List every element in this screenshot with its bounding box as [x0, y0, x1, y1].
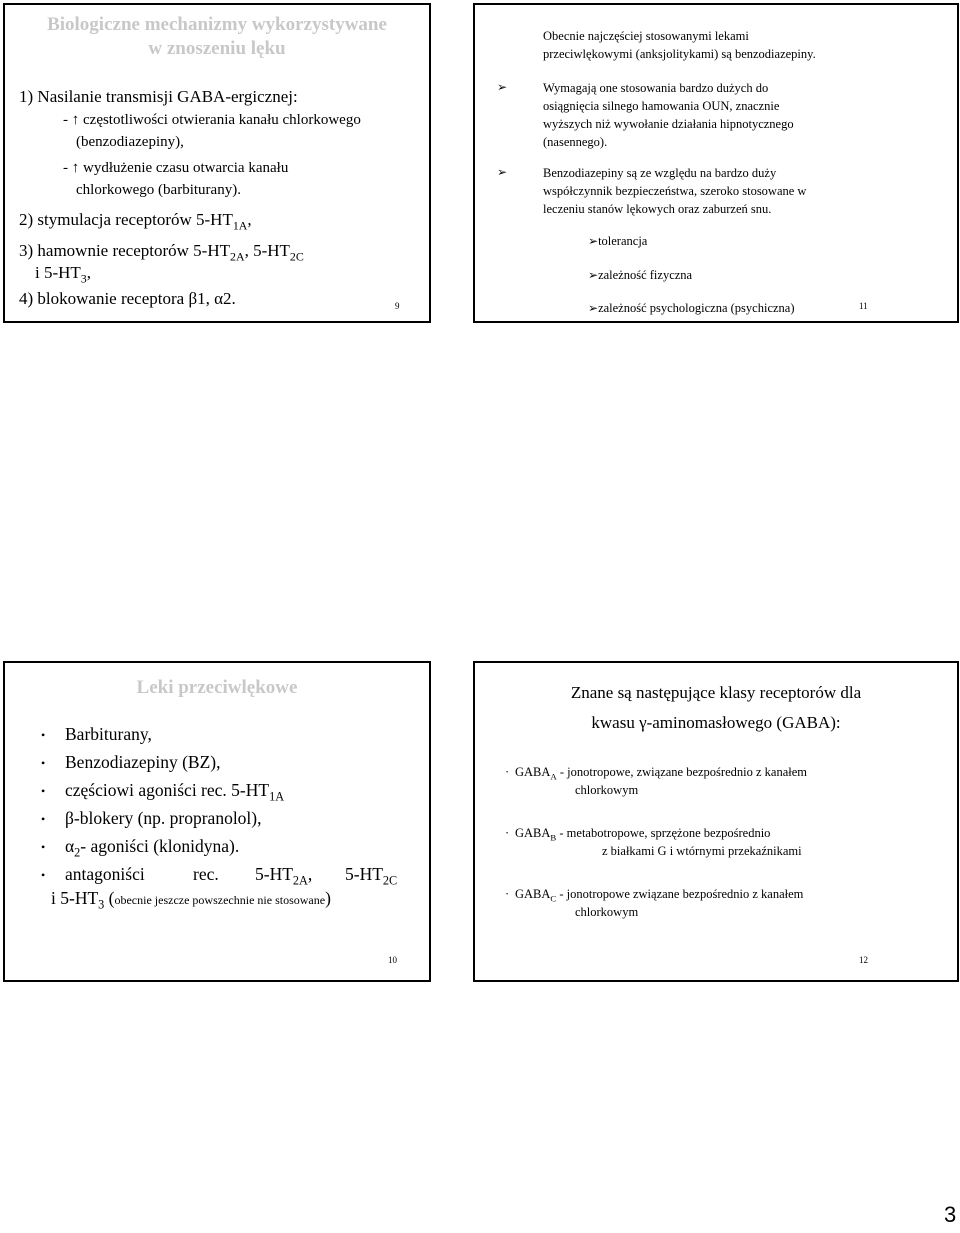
intro-line2: przeciwlękowymi (anksjolitykami) są benzodiazepiny. — [543, 47, 816, 61]
page-number: 11 — [859, 301, 868, 311]
bullet: · — [505, 887, 510, 901]
slide-9 — [3, 3, 431, 323]
item-antagonists-5ht2c: $5-HT_{2C}$ — [345, 864, 398, 888]
sub-item-1: - ↑ częstotliwości otwierania kanału chlorkowego — [63, 112, 361, 128]
sub-item-2: - ↑ wydłużenie czasu otwarcia kanału — [63, 160, 289, 176]
arrow-bullet-icon: ➢ — [588, 268, 599, 282]
item-benzodiazepines: Benzodiazepiny (BZ), — [65, 752, 221, 772]
arrow-bullet-icon: ➢ — [588, 301, 599, 315]
slide-title-line2: w znoszeniu lęku — [148, 38, 286, 59]
item-antagonists-rec: rec. — [193, 864, 219, 884]
item-antagonists-5ht3: i $5-HT_3$ (obecnie jeszcze powszechnie nie stosowane) — [51, 888, 331, 912]
sub-item-1-cont: (benzodiazepiny), — [76, 134, 184, 150]
item-beta-blockers: β-blokery (np. propranolol), — [65, 808, 262, 828]
item-4: 4) blokowanie receptora β1, α2. — [19, 289, 236, 308]
receptor-gaba-c: $GABA_C$ - jonotropowe związane bezpośrednio z kanałem — [515, 887, 804, 904]
bullet: • — [41, 868, 46, 882]
bullet: • — [41, 756, 46, 770]
bullet: · — [505, 765, 510, 779]
para1-line3: wyższych niż wywołanie działania hipnotycznego — [543, 117, 794, 131]
item-alpha2-agonists: $\alpha_2-$ agoniści (klonidyna). — [65, 836, 240, 860]
item-3-cont: i $5-HT_3$, — [35, 263, 91, 286]
slide-title-line2: kwasu γ-aminomasłowego (GABA): — [591, 713, 841, 732]
receptor-gaba-b: $GABA_B$ - metabotropowe, sprzężone bezpośrednio — [515, 826, 771, 843]
para2-line2: współczynnik bezpieczeństwa, szeroko stosowane w — [543, 184, 807, 198]
slide-10 — [3, 661, 431, 982]
sub-physical-dependence: ➢zależność fizyczna — [588, 268, 693, 282]
item-partial-agonists: częściowi agoniści rec. $5-HT_{1A}$ — [65, 780, 285, 804]
bullet: • — [41, 840, 46, 854]
up-arrow-icon: ↑ — [71, 160, 80, 176]
item-barbiturates: Barbiturany, — [65, 724, 152, 744]
page-number: 9 — [395, 301, 400, 311]
arrow-bullet-icon: ➢ — [588, 234, 599, 248]
sub-item-2-cont: chlorkowego (barbiturany). — [76, 182, 241, 198]
item-antagonists-word: antagoniści — [65, 864, 145, 884]
receptor-gaba-a: $GABA_A$ - jonotropowe, związane bezpośrednio z kanałem — [515, 765, 807, 782]
bullet: · — [505, 826, 510, 840]
item-1: 1) Nasilanie transmisji GABA-ergicznej: — [19, 87, 298, 106]
bullet: • — [41, 728, 46, 742]
item-2: 2) stymulacja receptorów $5-HT_{1A}$, — [19, 210, 252, 233]
sub-tolerance: ➢tolerancja — [588, 234, 648, 248]
para1-line1: Wymagają one stosowania bardzo dużych do — [543, 81, 769, 95]
receptor-gaba-a-cont: chlorkowym — [575, 783, 639, 797]
receptor-gaba-b-cont: z białkami G i wtórnymi przekaźnikami — [602, 844, 802, 858]
slide-11 — [473, 3, 959, 323]
para2-line3: leczeniu stanów lękowych oraz zaburzeń snu. — [543, 202, 772, 216]
arrow-bullet-icon: ➢ — [497, 80, 508, 94]
receptor-gaba-c-cont: chlorkowym — [575, 905, 639, 919]
slide-12 — [473, 661, 959, 982]
para1-line4: (nasennego). — [543, 135, 608, 149]
item-antagonists-5ht2a: $5-HT_{2A}$, — [255, 864, 313, 888]
sheet-number: 3 — [944, 1202, 957, 1227]
para2-line1: Benzodiazepiny są ze względu na bardzo duży — [543, 166, 777, 180]
slide-title-line1: Znane są następujące klasy receptorów dla — [570, 683, 862, 702]
page-number: 12 — [859, 955, 868, 965]
up-arrow-icon: ↑ — [71, 112, 80, 128]
page-number: 10 — [388, 955, 397, 965]
slide-title-line1: Biologiczne mechanizmy wykorzystywane — [47, 14, 387, 35]
para1-line2: osiągnięcia silnego hamowania OUN, znacznie — [543, 99, 780, 113]
intro-line1: Obecnie najczęściej stosowanymi lekami — [543, 29, 749, 43]
bullet: • — [41, 812, 46, 826]
sub-psychological-dependence: ➢zależność psychologiczna (psychiczna) — [588, 301, 795, 315]
arrow-bullet-icon: ➢ — [497, 165, 508, 179]
slide-title: Leki przeciwlękowe — [136, 677, 298, 698]
item-3: 3) hamownie receptorów $5-HT_{2A}$, $5-HT_{2C}$ — [19, 241, 304, 264]
bullet: • — [41, 784, 46, 798]
